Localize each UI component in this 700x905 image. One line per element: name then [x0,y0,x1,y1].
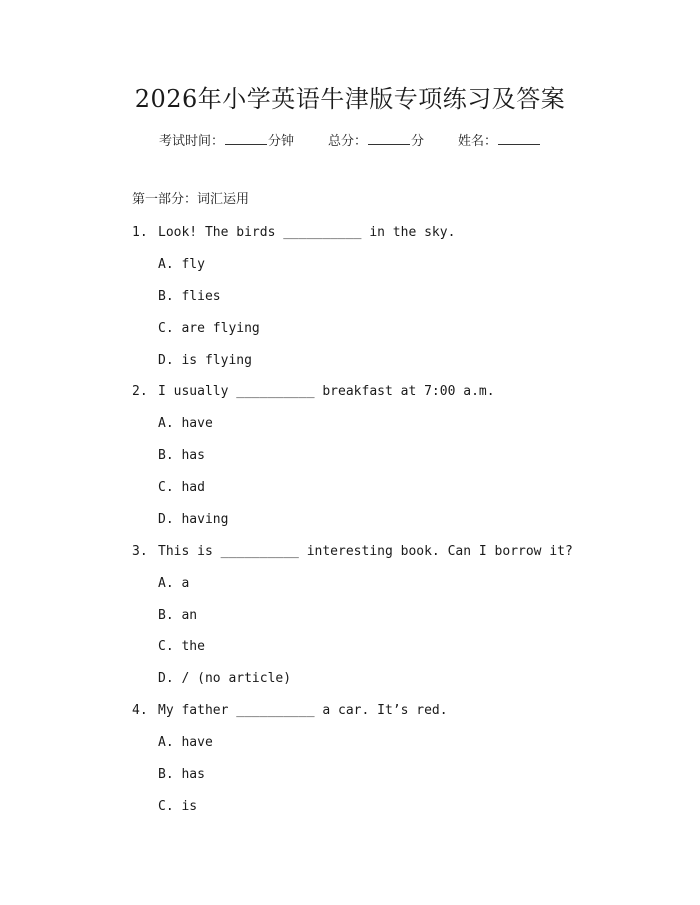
option-item: B. has [158,448,205,463]
exam-time-blank [225,131,267,145]
option-item: A. have [158,735,213,750]
name-label: 姓名： [458,134,498,149]
name-blank [498,131,540,145]
option-item: C. is [158,799,198,814]
option-item: A. fly [158,257,205,272]
option-item: D. having [158,512,229,527]
exam-time-unit: 分钟 [267,134,294,149]
question-number: 1. [132,225,148,240]
option-item: A. a [158,576,190,591]
document-title: 2026年小学英语牛津版专项练习及答案 [134,85,566,113]
option-item: C. had [158,480,205,495]
exam-meta-line [0,131,700,152]
option-item: B. an [158,608,198,623]
total-score-unit: 分 [411,134,425,149]
option-item: B. flies [158,289,221,304]
total-score-label: 总分： [327,134,367,149]
exam-time-label: 考试时间： [158,134,224,149]
total-score-blank [368,131,410,145]
question-number: 2. [132,384,148,399]
question-text: My father __________ a car. It’s red. [158,703,448,718]
question-text: I usually __________ breakfast at 7:00 a.m. [158,384,495,399]
option-item: C. the [158,639,205,654]
section-title: 第一部分：词汇运用 [132,192,250,207]
option-item: C. are flying [158,321,260,336]
question-number: 3. [132,544,148,559]
option-item: D. / (no article) [158,671,292,686]
option-item: A. have [158,416,213,431]
option-item: D. is flying [158,353,252,368]
question-number: 4. [132,703,148,718]
question-text: This is __________ interesting book. Can I borrow it? [158,544,573,559]
option-item: B. has [158,767,205,782]
question-text: Look! The birds __________ in the sky. [158,225,456,240]
